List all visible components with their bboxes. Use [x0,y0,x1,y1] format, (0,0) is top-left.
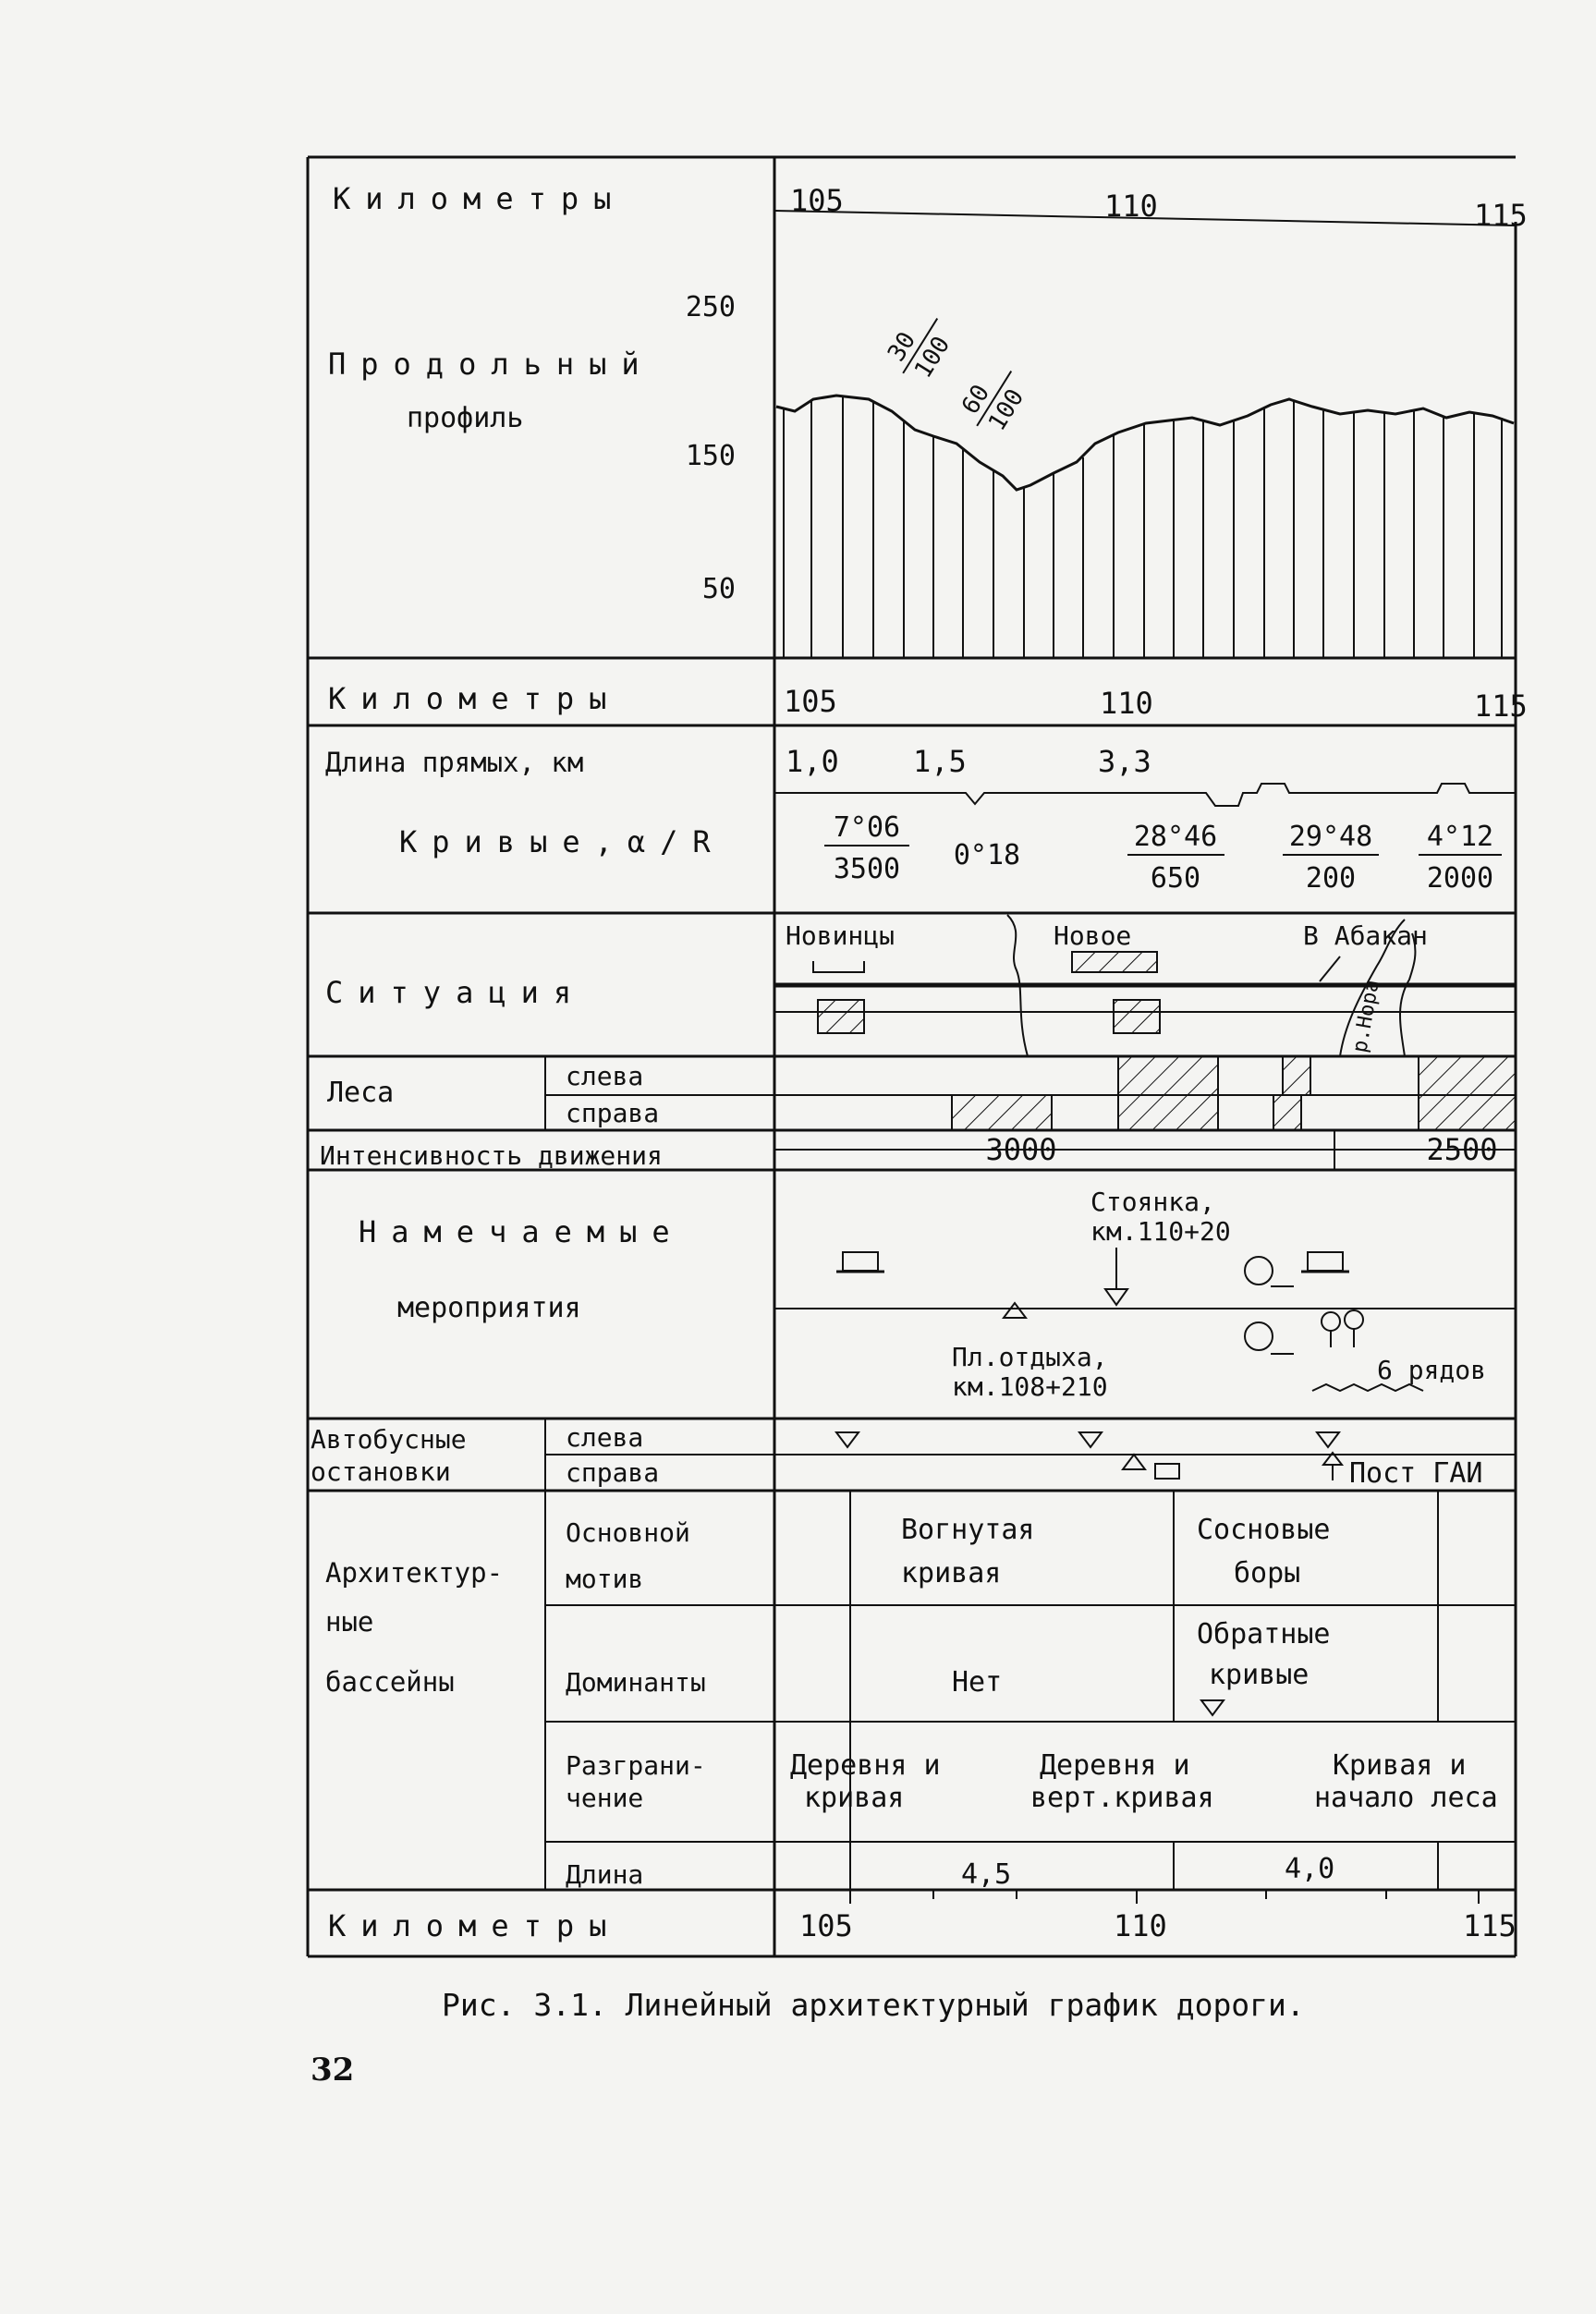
length-b: 4,0 [1285,1853,1335,1885]
curve-diagram [774,784,1516,806]
motif-label-2: мотив [566,1564,644,1594]
profile-verticals [784,396,1502,658]
km-bot-115: 115 [1463,1908,1517,1943]
bound-c-1: Кривая и [1333,1749,1467,1782]
km-top-115: 115 [1474,198,1528,233]
bus-stop-left-2 [1079,1432,1102,1447]
building-left-1 [818,1000,864,1033]
profile-axis-250: 250 [685,291,736,323]
parking-triangle [1105,1289,1127,1305]
straight-3: 3,3 [1098,744,1151,779]
bound-label-2: чение [566,1783,644,1813]
village-novoe: Новое [1054,920,1132,951]
bus-stop-right-1 [1123,1455,1145,1469]
situation-label: Ситуация [325,975,587,1010]
curve-1-den: 3500 [833,853,901,885]
bus-stop-shelter-icon [1155,1464,1179,1479]
straight-1: 1,0 [786,744,839,779]
tree-row-zigzag [1312,1384,1423,1391]
profile-sublabel: профиль [407,402,524,434]
arch-label-3: бассейны [325,1666,455,1698]
curves-label: Кривые,α/R [399,824,725,859]
dominants-label: Доминанты [566,1667,706,1698]
bus-shelter-icon [836,1252,884,1272]
curve-3-den: 650 [1150,862,1201,895]
motif-a-1: Вогнутая [901,1514,1035,1546]
bus-label-2: остановки [311,1456,451,1487]
profile-axis-150: 150 [685,440,736,472]
arch-label-1: Архитектур- [325,1557,504,1589]
arch-label-2: ные [325,1606,374,1638]
motif-a-2: кривая [901,1557,1002,1589]
km-ticks-bottom [850,1890,1479,1904]
km-top-105: 105 [790,183,844,218]
measures-label: Намечаемые [359,1214,685,1249]
forests-label: Леса [327,1077,395,1109]
measures-sublabel: мероприятия [397,1292,581,1324]
police-post-icon [1323,1453,1342,1480]
length-label: Длина [566,1859,644,1890]
km-label-mid: Километры [328,681,622,716]
direction-abakan: В Абакан [1303,920,1428,951]
bound-a-1: Деревня и [790,1749,941,1782]
dominant-marker [1201,1700,1224,1715]
length-a: 4,5 [961,1858,1012,1891]
profile-label: Продольный [328,347,654,382]
figure-caption: Рис. 3.1. Линейный архитектурный график дороги. [442,1987,1305,2023]
forests-right-label: справа [566,1098,660,1128]
bound-b-2: верт.кривая [1030,1782,1214,1814]
tree-icon-2 [1245,1322,1294,1354]
bound-c-2: начало леса [1314,1782,1498,1814]
curve-2: 0°18 [953,839,1021,871]
bus-label-1: Автобусные [311,1424,467,1455]
village-novoe-marker [1072,952,1157,972]
gradient-label-2 [953,356,1037,442]
straight-2: 1,5 [913,744,967,779]
abakan-arrow [1320,956,1340,981]
forest-hatch [952,1056,1516,1130]
motif-label-1: Основной [566,1517,690,1548]
village-novintsy: Новинцы [786,920,895,951]
gradient-1-den: 100 [908,331,956,384]
traffic-value-1: 3000 [985,1132,1057,1167]
motif-b-1: Сосновые [1197,1514,1331,1546]
bound-label-1: Разграни- [566,1750,706,1781]
km-bot-105: 105 [799,1908,853,1943]
parking-label-1: Стоянка, [1090,1187,1215,1217]
km-label-top: Километры [333,181,627,216]
motif-b-2: боры [1234,1557,1301,1589]
page-number: 32 [311,2052,355,2089]
dominant-a: Нет [952,1666,1003,1699]
bound-b-1: Деревня и [1040,1749,1190,1782]
curve-4-den: 200 [1305,862,1357,895]
river-nora-bank [1400,933,1415,1056]
tree-row-icon [1322,1310,1363,1347]
bus-right-label: справа [566,1457,660,1488]
km-top-110: 110 [1104,189,1158,224]
river-nora-label: р.Нора [1348,978,1384,1055]
rest-area-triangle [1004,1303,1026,1318]
traffic-value-2: 2500 [1426,1132,1498,1167]
building-left-2 [1114,1000,1160,1033]
profile-axis-50: 50 [701,573,736,605]
gradient-1-num: 30 [883,327,922,367]
six-rows-label: 6 рядов [1377,1355,1487,1385]
curve-3-num: 28°46 [1133,821,1218,853]
straights-label: Длина прямых, км [325,747,584,778]
bus-shelter-icon-2 [1301,1252,1349,1272]
parking-label-2: км.110+20 [1090,1216,1231,1247]
length-ticks [850,1842,1438,1890]
gradient-label-1 [879,303,963,389]
police-post-label: Пост ГАИ [1349,1457,1483,1490]
curve-4-num: 29°48 [1288,821,1373,853]
bus-stop-left-3 [1317,1432,1339,1447]
bus-stop-left-1 [836,1432,859,1447]
rest-area-label-2: км.108+210 [952,1371,1108,1402]
bus-left-label: слева [566,1422,644,1453]
village-novintsy-marker [813,961,864,972]
curve-5-den: 2000 [1426,862,1494,895]
dominant-b-2: кривые [1209,1659,1310,1691]
dominant-b-1: Обратные [1197,1618,1331,1650]
km-mid-115: 115 [1474,688,1528,724]
gradient-2-den: 100 [982,384,1030,436]
km-mid-110: 110 [1100,686,1153,721]
km-bot-110: 110 [1114,1908,1167,1943]
curve-1-num: 7°06 [833,811,901,844]
tree-icon [1245,1257,1294,1286]
gradient-2-num: 60 [956,380,996,420]
curve-5-num: 4°12 [1426,821,1494,853]
km-mid-105: 105 [784,684,837,719]
traffic-label: Интенсивность движения [320,1140,663,1171]
bound-a-2: кривая [804,1782,905,1814]
forests-left-label: слева [566,1061,644,1091]
rest-area-label-1: Пл.отдыха, [952,1342,1108,1372]
km-label-bottom: Километры [328,1908,622,1943]
